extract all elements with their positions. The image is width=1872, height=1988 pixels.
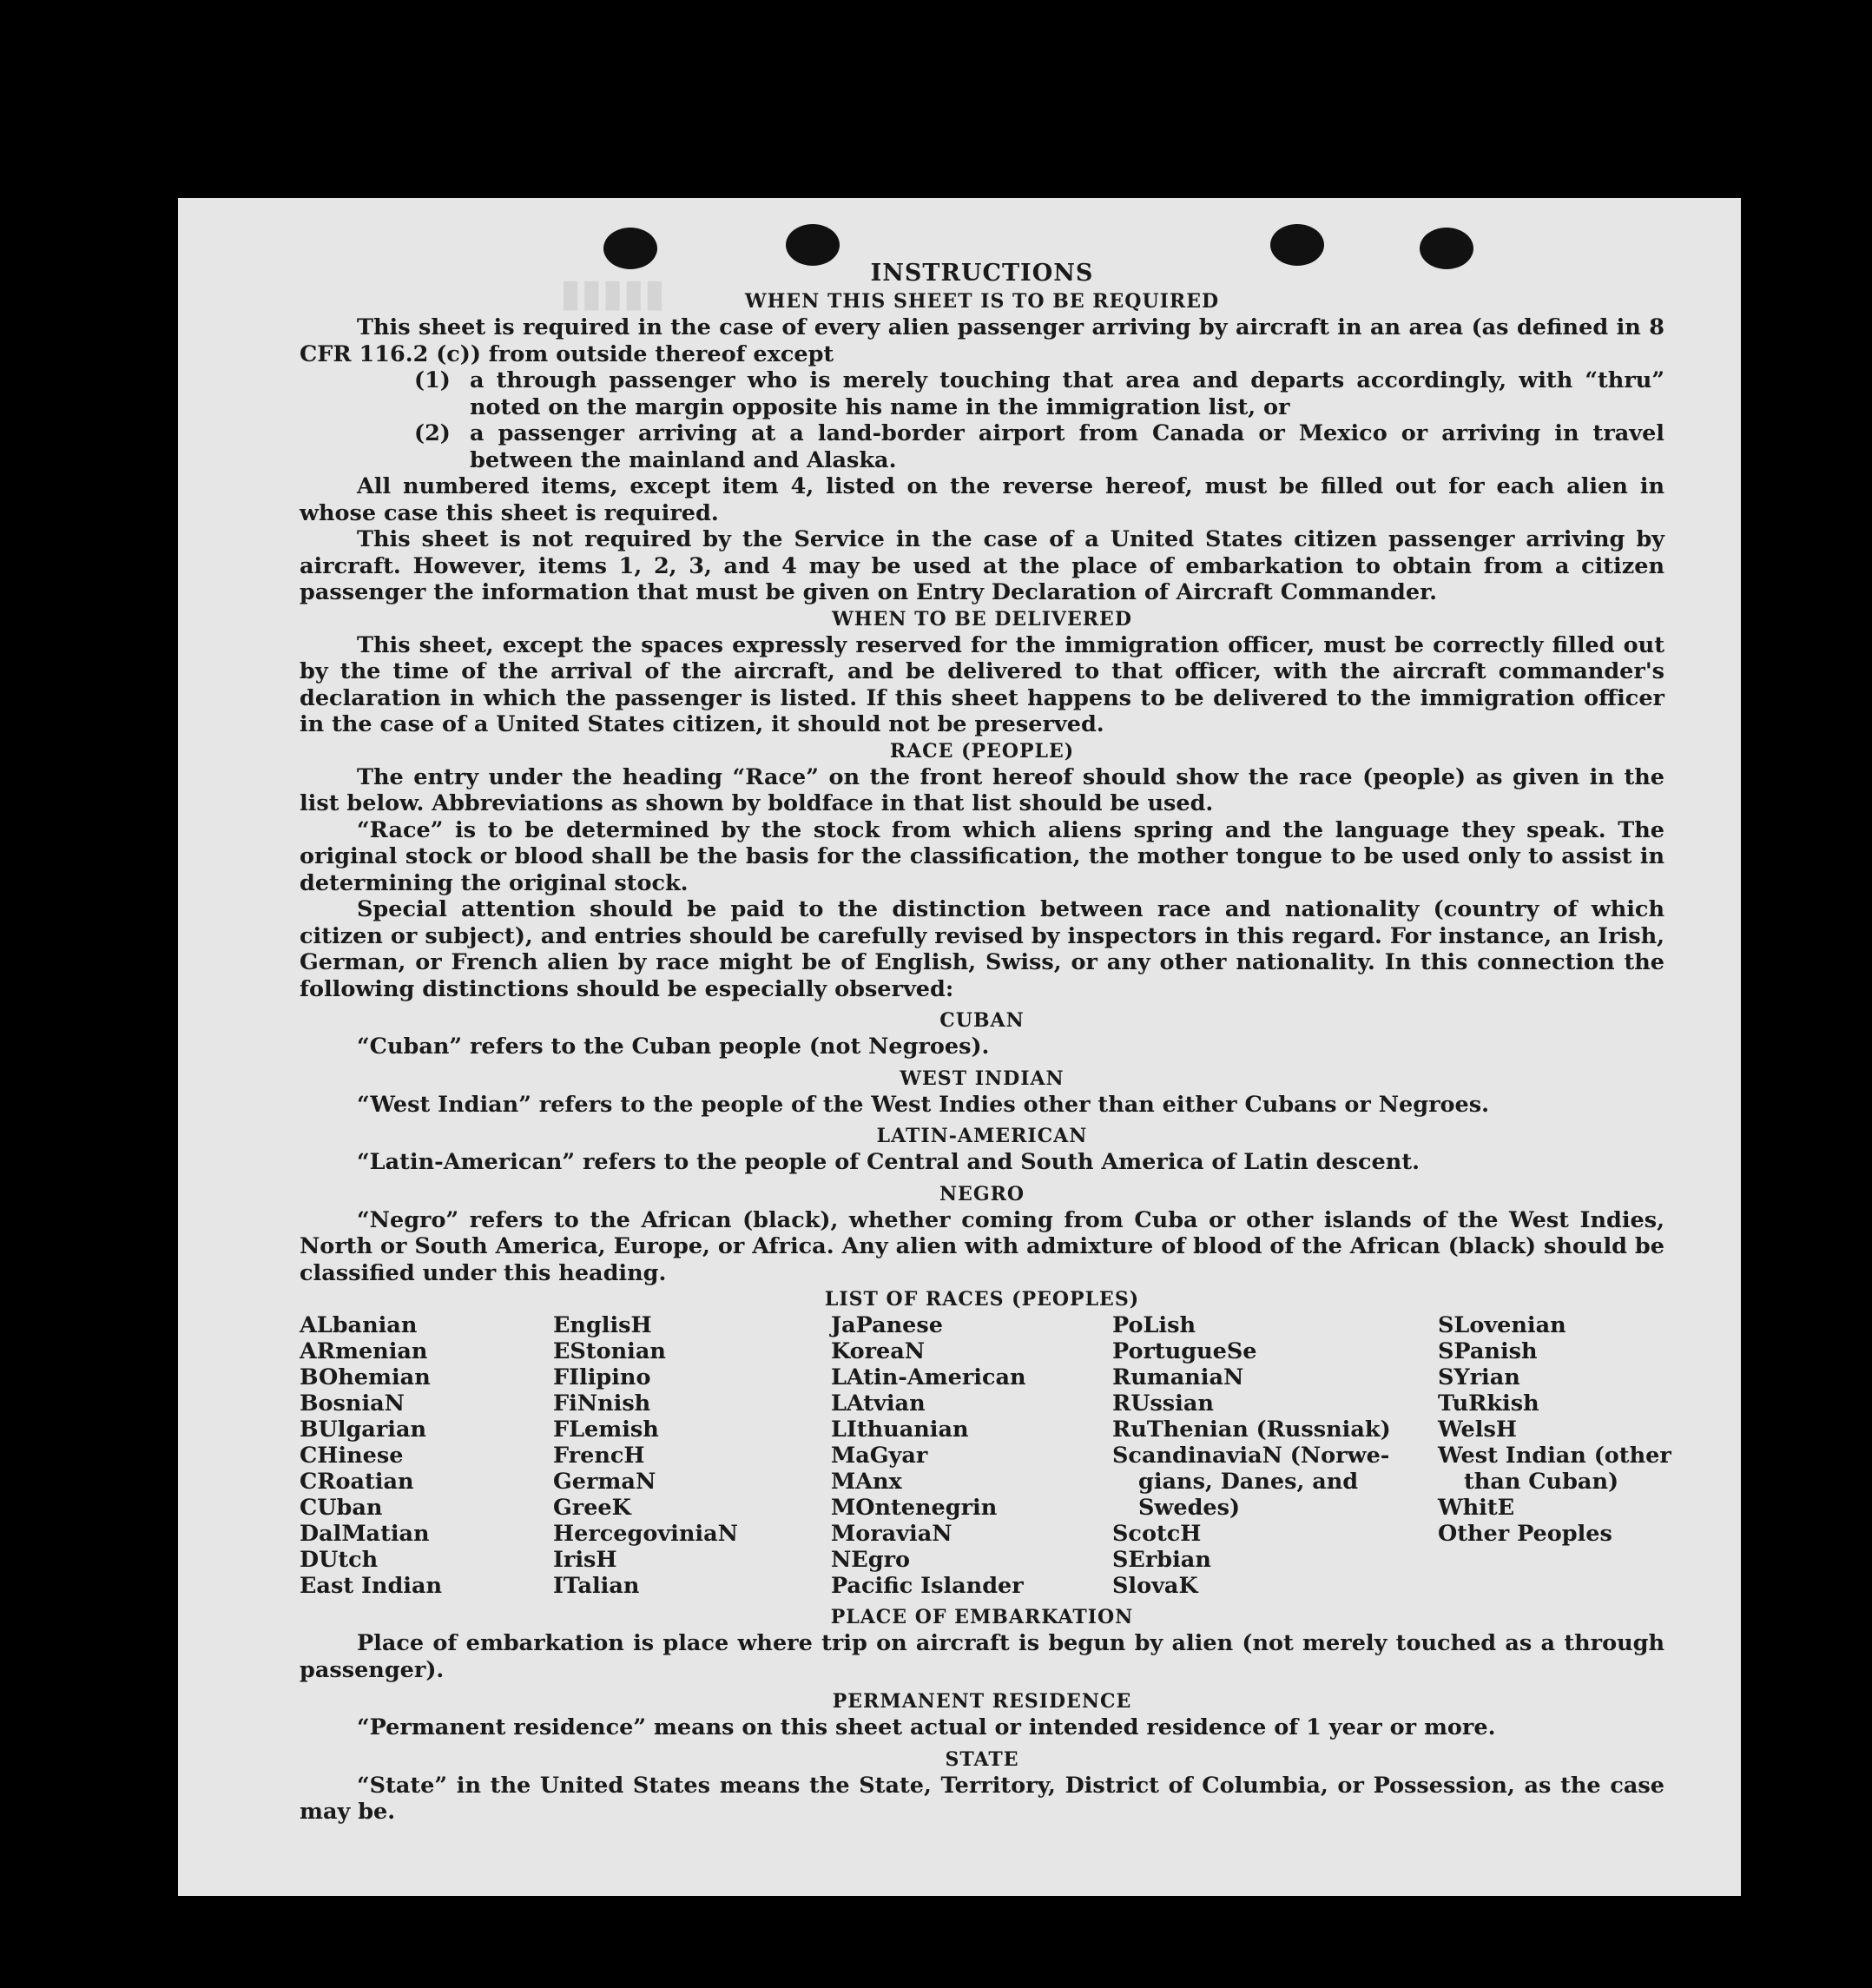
race-entry: BOhemian <box>300 1364 431 1390</box>
paragraph: This sheet, except the spaces expressly reserved for the immigration officer, must be correctly filled out by the time of the arrival of the aircraft, and be delivered to that officer, with the aircraft commander's declaration in which the passenger is listed. If this sheet happens to be delivered to the immigration officer in the case of a United States citizen, it should not be preserved. <box>300 631 1664 737</box>
race-entry: BUlgarian <box>300 1417 427 1443</box>
punch-hole <box>1420 228 1473 269</box>
section-heading: CUBAN <box>939 1009 1025 1032</box>
item-number: (2) <box>414 420 451 446</box>
section-heading: NEGRO <box>939 1182 1025 1205</box>
item-number: (1) <box>414 367 451 393</box>
race-entry: ARmenian <box>300 1338 428 1364</box>
race-entry: ScandinaviaN (Norwe- <box>1112 1443 1390 1469</box>
section-heading: WHEN TO BE DELIVERED <box>832 607 1132 631</box>
race-entry: EnglisH <box>553 1312 652 1338</box>
races-column-5 <box>1438 1312 1671 1599</box>
race-entry: RUssian <box>1112 1390 1214 1417</box>
races-column-4 <box>1112 1312 1438 1599</box>
race-entry: ScotcH <box>1112 1521 1202 1547</box>
race-entry: DUtch <box>300 1547 379 1573</box>
section-heading: PLACE OF EMBARKATION <box>830 1606 1134 1628</box>
race-entry: SlovaK <box>1112 1573 1198 1599</box>
race-entry: JaPanese <box>831 1312 943 1338</box>
race-entry: MaGyar <box>831 1443 928 1469</box>
race-entry: East Indian <box>300 1573 443 1599</box>
paragraph: This sheet is not required by the Service in the case of a United States citizen passenger arriving by aircraft. However, items 1, 2, 3, and 4 may be used at the place of embarkation to obtain from a citizen passenger the information that must be given on Entry Declaration of Aircraft Commander. <box>300 526 1664 605</box>
paragraph: This sheet is required in the case of every alien passenger arriving by aircraft in an area (as defined in 8 CFR 116.2 (c)) from outside thereof except <box>300 314 1664 367</box>
list-item <box>414 420 1664 473</box>
paragraph: “Negro” refers to the African (black), whether coming from Cuba or other islands of the West Indies, North or South America, Europe, or Africa. Any alien with admixture of blood of the African (black) should be classified under this heading. <box>300 1206 1664 1286</box>
punch-hole <box>603 228 657 269</box>
race-entry: EStonian <box>553 1338 666 1364</box>
race-entry: ITalian <box>553 1573 640 1599</box>
races-column-3 <box>831 1312 1112 1599</box>
race-entry: FrencH <box>553 1443 645 1469</box>
race-entry: LAtvian <box>831 1390 926 1417</box>
race-entry: WelsH <box>1438 1417 1517 1443</box>
document-page <box>178 198 1741 1896</box>
race-entry: MOntenegrin <box>831 1495 998 1521</box>
race-entry: PortugueSe <box>1112 1338 1257 1364</box>
paragraph: Place of embarkation is place where trip on aircraft is begun by alien (not merely touched as a through passenger). <box>300 1630 1664 1683</box>
race-entry: than Cuban) <box>1464 1469 1619 1495</box>
race-entry: GermaN <box>553 1469 656 1495</box>
race-entry: PoLish <box>1112 1312 1196 1338</box>
section-heading: PERMANENT RESIDENCE <box>832 1690 1132 1713</box>
punch-hole <box>786 224 840 266</box>
race-entry: CUban <box>300 1495 383 1521</box>
paragraph: “Permanent residence” means on this sheet actual or intended residence of 1 year or more. <box>357 1714 1496 1740</box>
race-entry: TuRkish <box>1438 1390 1539 1417</box>
section-heading: STATE <box>945 1747 1019 1771</box>
section-heading: WEST INDIAN <box>900 1067 1065 1090</box>
race-entry: LIthuanian <box>831 1417 969 1443</box>
races-column-1 <box>300 1312 553 1599</box>
race-entry: GreeK <box>553 1495 631 1521</box>
race-entry: Pacific Islander <box>831 1573 1024 1599</box>
paragraph: “State” in the United States means the State, Territory, District of Columbia, or Possession, as the case may be. <box>300 1772 1664 1825</box>
bleed-through-mark: ▮▮▮▮▮ <box>560 271 666 315</box>
race-entry: MoraviaN <box>831 1521 952 1547</box>
race-entry: SYrian <box>1438 1364 1520 1390</box>
races-list <box>300 1312 1671 1599</box>
section-heading: RACE (PEOPLE) <box>889 739 1075 763</box>
paragraph: All numbered items, except item 4, listed on the reverse hereof, must be filled out for each alien in whose case this sheet is required. <box>300 473 1664 526</box>
paragraph: “Latin-American” refers to the people of Central and South America of Latin descent. <box>357 1149 1420 1175</box>
race-entry: SLovenian <box>1438 1312 1566 1338</box>
race-entry: CRoatian <box>300 1469 414 1495</box>
item-text: a passenger arriving at a land-border airport from Canada or Mexico or arriving in travel between the mainland and Alaska. <box>470 420 1664 473</box>
race-entry: gians, Danes, and <box>1138 1469 1359 1495</box>
race-entry: SPanish <box>1438 1338 1538 1364</box>
race-entry: BosniaN <box>300 1390 405 1417</box>
paragraph: “Cuban” refers to the Cuban people (not Negroes). <box>357 1034 990 1060</box>
race-entry: FIlipino <box>553 1364 651 1390</box>
race-entry: KoreaN <box>831 1338 926 1364</box>
race-entry: IrisH <box>553 1547 617 1573</box>
section-heading: WHEN THIS SHEET IS TO BE REQUIRED <box>744 290 1220 313</box>
paragraph: “West Indian” refers to the people of the West Indies other than either Cubans or Negroes. <box>357 1091 1489 1118</box>
race-entry: West Indian (other <box>1438 1443 1671 1469</box>
section-heading: LIST OF RACES (PEOPLES) <box>824 1288 1140 1311</box>
section-heading: LATIN-AMERICAN <box>876 1125 1088 1147</box>
paragraph: “Race” is to be determined by the stock from which aliens spring and the language they speak. The original stock or blood shall be the basis for the classification, the mother tongue to be used only to assist in determining the original stock. <box>300 816 1664 896</box>
race-entry: RuThenian (Russniak) <box>1112 1417 1391 1443</box>
race-entry: SErbian <box>1112 1547 1211 1573</box>
race-entry: MAnx <box>831 1469 902 1495</box>
race-entry: WhitE <box>1438 1495 1515 1521</box>
race-entry: DalMatian <box>300 1521 430 1547</box>
race-entry: RumaniaN <box>1112 1364 1244 1390</box>
paragraph: The entry under the heading “Race” on the front hereof should show the race (people) as given in the list below. Abbreviations as shown by boldface in that list should be used. <box>300 763 1664 816</box>
race-entry: HercegoviniaN <box>553 1521 738 1547</box>
race-entry: Swedes) <box>1138 1495 1241 1521</box>
paragraph: Special attention should be paid to the distinction between race and nationality (country of which citizen or subject), and entries should be carefully revised by inspectors in this regard. For instance, an Irish, German, or French alien by race might be of English, Swiss, or any other nationality. In this connection the following distinctions should be especially observed: <box>300 896 1664 1002</box>
race-entry: LAtin-American <box>831 1364 1026 1390</box>
race-entry: FiNnish <box>553 1390 651 1417</box>
item-text: a through passenger who is merely touching that area and departs accordingly, with “thru” noted on the margin opposite his name in the immigration list, or <box>470 367 1664 420</box>
race-entry: CHinese <box>300 1443 404 1469</box>
list-item <box>414 367 1664 420</box>
race-entry: ALbanian <box>300 1312 418 1338</box>
race-entry: Other Peoples <box>1438 1521 1612 1547</box>
punch-hole <box>1270 224 1324 266</box>
race-entry: FLemish <box>553 1417 659 1443</box>
race-entry: NEgro <box>831 1547 911 1573</box>
document-title: INSTRUCTIONS <box>870 260 1094 287</box>
races-column-2 <box>553 1312 831 1599</box>
